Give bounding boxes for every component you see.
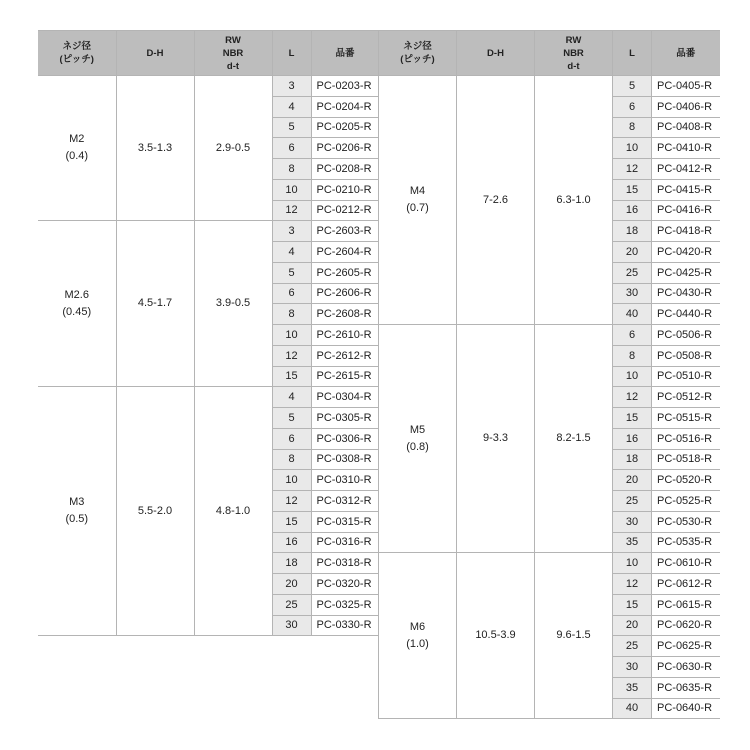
header-rw-label: RW <box>565 34 582 46</box>
part-number: PC-0515-R <box>652 408 720 429</box>
length-value: 16 <box>613 428 652 449</box>
length-value: 18 <box>272 553 311 574</box>
header-length: L <box>613 31 652 76</box>
length-value: 35 <box>613 532 652 553</box>
part-number: PC-2612-R <box>311 345 379 366</box>
length-value: 3 <box>272 221 311 242</box>
length-value: 35 <box>613 677 652 698</box>
part-number: PC-0630-R <box>652 657 720 678</box>
length-value: 10 <box>272 470 311 491</box>
part-number: PC-0408-R <box>652 117 720 138</box>
part-number: PC-0535-R <box>652 532 720 553</box>
header-part-number: 品番 <box>652 31 720 76</box>
length-value: 8 <box>272 449 311 470</box>
length-value: 20 <box>613 242 652 263</box>
thread-pitch: (0.4) <box>65 150 89 163</box>
length-value: 8 <box>613 345 652 366</box>
header-dt-label: d-t <box>567 60 580 72</box>
rw-nbr-value: 9.6-1.5 <box>535 553 613 719</box>
header-dh: D-H <box>457 31 535 76</box>
part-number: PC-2610-R <box>311 325 379 346</box>
part-number: PC-0318-R <box>311 553 379 574</box>
length-value: 40 <box>613 304 652 325</box>
thread-pitch: (1.0) <box>406 637 429 650</box>
thread-pitch: (0.45) <box>62 305 92 318</box>
part-number: PC-0530-R <box>652 511 720 532</box>
part-number: PC-0316-R <box>311 532 379 553</box>
part-number: PC-0640-R <box>652 698 720 719</box>
part-number: PC-0212-R <box>311 200 379 221</box>
thread-size: M2 <box>69 133 85 146</box>
thread-size-cell <box>379 325 457 553</box>
length-value: 12 <box>272 345 311 366</box>
header-dt-label: d-t <box>226 60 240 72</box>
length-value: 20 <box>272 574 311 595</box>
dh-value: 10.5-3.9 <box>457 553 535 719</box>
part-number: PC-0204-R <box>311 96 379 117</box>
part-number: PC-0615-R <box>652 594 720 615</box>
part-number: PC-0320-R <box>311 574 379 595</box>
part-number: PC-0412-R <box>652 159 720 180</box>
header-rw-nbr <box>194 31 272 76</box>
length-value: 30 <box>613 283 652 304</box>
length-value: 4 <box>272 96 311 117</box>
part-number: PC-0518-R <box>652 449 720 470</box>
thread-size: M4 <box>409 185 426 197</box>
length-value: 15 <box>613 594 652 615</box>
length-value: 6 <box>272 138 311 159</box>
part-number: PC-0304-R <box>311 387 379 408</box>
length-value: 8 <box>613 117 652 138</box>
part-number: PC-0612-R <box>652 574 720 595</box>
dh-value: 9-3.3 <box>457 325 535 553</box>
part-number: PC-0625-R <box>652 636 720 657</box>
length-value: 10 <box>613 553 652 574</box>
length-value: 3 <box>272 76 311 97</box>
length-value: 15 <box>272 511 311 532</box>
length-value: 15 <box>613 408 652 429</box>
length-value: 15 <box>272 366 311 387</box>
length-value: 25 <box>613 491 652 512</box>
length-value: 20 <box>613 470 652 491</box>
dh-value: 5.5-2.0 <box>116 387 194 636</box>
part-number: PC-2604-R <box>311 242 379 263</box>
header-rw-label: RW <box>225 34 241 46</box>
length-value: 30 <box>613 511 652 532</box>
length-value: 6 <box>272 428 311 449</box>
part-number: PC-0510-R <box>652 366 720 387</box>
part-number: PC-2608-R <box>311 304 379 325</box>
table-row <box>379 325 720 346</box>
dh-value: 7-2.6 <box>457 76 535 325</box>
part-number: PC-0315-R <box>311 511 379 532</box>
header-thread-size <box>379 31 457 76</box>
part-number: PC-2615-R <box>311 366 379 387</box>
header-thread-label: ネジ径 <box>62 41 91 52</box>
header-thread-label: ネジ径 <box>403 41 432 52</box>
table-row <box>38 76 379 97</box>
part-number: PC-0425-R <box>652 262 720 283</box>
header-pitch-label: (ピッチ) <box>400 54 435 65</box>
header-part-number: 品番 <box>311 31 379 76</box>
thread-size: M3 <box>69 496 85 509</box>
part-number: PC-0635-R <box>652 677 720 698</box>
length-value: 18 <box>613 221 652 242</box>
length-value: 4 <box>272 387 311 408</box>
part-number: PC-0208-R <box>311 159 379 180</box>
length-value: 18 <box>613 449 652 470</box>
part-number: PC-0308-R <box>311 449 379 470</box>
length-value: 4 <box>272 242 311 263</box>
part-number: PC-0525-R <box>652 491 720 512</box>
length-value: 6 <box>613 325 652 346</box>
length-value: 20 <box>613 615 652 636</box>
header-dh: D-H <box>116 31 194 76</box>
length-value: 8 <box>272 304 311 325</box>
part-number: PC-0430-R <box>652 283 720 304</box>
header-rw-nbr <box>535 31 613 76</box>
part-number: PC-0420-R <box>652 242 720 263</box>
rw-nbr-value: 6.3-1.0 <box>535 76 613 325</box>
part-number: PC-2606-R <box>311 283 379 304</box>
thread-pitch: (0.8) <box>406 440 429 453</box>
length-value: 5 <box>272 262 311 283</box>
part-number: PC-0203-R <box>311 76 379 97</box>
spec-table-left <box>38 30 380 636</box>
header-length: L <box>272 31 311 76</box>
table-row <box>379 76 720 97</box>
part-number: PC-0506-R <box>652 325 720 346</box>
part-number: PC-0416-R <box>652 200 720 221</box>
rw-nbr-value: 2.9-0.5 <box>194 76 272 221</box>
part-number: PC-0210-R <box>311 179 379 200</box>
length-value: 30 <box>272 615 311 636</box>
part-number: PC-0305-R <box>311 408 379 429</box>
length-value: 5 <box>272 408 311 429</box>
length-value: 12 <box>613 574 652 595</box>
part-number: PC-0512-R <box>652 387 720 408</box>
length-value: 10 <box>272 179 311 200</box>
part-number: PC-0520-R <box>652 470 720 491</box>
header-pitch-label: (ピッチ) <box>59 54 94 65</box>
part-number: PC-0418-R <box>652 221 720 242</box>
part-number: PC-0410-R <box>652 138 720 159</box>
part-number: PC-0312-R <box>311 491 379 512</box>
length-value: 15 <box>613 179 652 200</box>
length-value: 25 <box>272 594 311 615</box>
table-row <box>38 387 379 408</box>
part-number: PC-0516-R <box>652 428 720 449</box>
header-row <box>38 31 379 76</box>
part-number: PC-0206-R <box>311 138 379 159</box>
part-number: PC-0440-R <box>652 304 720 325</box>
dh-value: 4.5-1.7 <box>116 221 194 387</box>
thread-size-cell <box>38 221 116 387</box>
length-value: 30 <box>613 657 652 678</box>
length-value: 12 <box>272 491 311 512</box>
table-row <box>38 221 379 242</box>
table-row <box>379 553 720 574</box>
length-value: 8 <box>272 159 311 180</box>
length-value: 40 <box>613 698 652 719</box>
length-value: 25 <box>613 262 652 283</box>
thread-size-cell <box>379 76 457 325</box>
length-value: 25 <box>613 636 652 657</box>
part-number: PC-0325-R <box>311 594 379 615</box>
length-value: 6 <box>613 96 652 117</box>
part-number: PC-0310-R <box>311 470 379 491</box>
part-number: PC-0620-R <box>652 615 720 636</box>
length-value: 10 <box>272 325 311 346</box>
part-number: PC-0415-R <box>652 179 720 200</box>
part-number: PC-0330-R <box>311 615 379 636</box>
thread-pitch: (0.7) <box>406 202 429 214</box>
spec-table-right <box>378 30 720 719</box>
header-nbr-label: NBR <box>222 47 244 59</box>
thread-size-cell <box>38 76 116 221</box>
part-number: PC-0406-R <box>652 96 720 117</box>
thread-size: M5 <box>409 423 426 436</box>
header-row <box>379 31 720 76</box>
part-number: PC-0610-R <box>652 553 720 574</box>
rw-nbr-value: 3.9-0.5 <box>194 221 272 387</box>
rw-nbr-value: 4.8-1.0 <box>194 387 272 636</box>
thread-size: M2.6 <box>64 288 89 301</box>
part-number: PC-2605-R <box>311 262 379 283</box>
length-value: 16 <box>272 532 311 553</box>
part-number: PC-0205-R <box>311 117 379 138</box>
dh-value: 3.5-1.3 <box>116 76 194 221</box>
length-value: 12 <box>613 159 652 180</box>
length-value: 6 <box>272 283 311 304</box>
length-value: 16 <box>613 200 652 221</box>
length-value: 10 <box>613 138 652 159</box>
part-number: PC-0405-R <box>652 76 720 97</box>
thread-size-cell <box>38 387 116 636</box>
header-nbr-label: NBR <box>563 47 584 59</box>
thread-pitch: (0.5) <box>65 513 89 526</box>
thread-size: M6 <box>409 620 426 633</box>
header-thread-size <box>38 31 116 76</box>
part-number: PC-0508-R <box>652 345 720 366</box>
rw-nbr-value: 8.2-1.5 <box>535 325 613 553</box>
length-value: 12 <box>272 200 311 221</box>
length-value: 10 <box>613 366 652 387</box>
length-value: 5 <box>272 117 311 138</box>
length-value: 12 <box>613 387 652 408</box>
length-value: 5 <box>613 76 652 97</box>
part-number: PC-0306-R <box>311 428 379 449</box>
thread-size-cell <box>379 553 457 719</box>
part-number: PC-2603-R <box>311 221 379 242</box>
